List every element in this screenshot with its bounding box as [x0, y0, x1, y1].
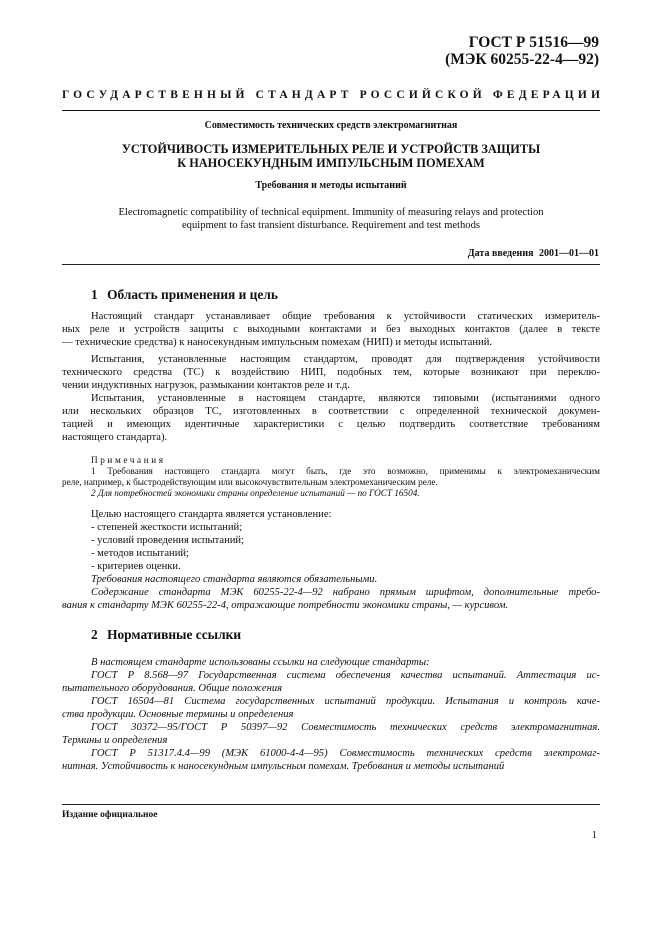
text-line: Настоящий стандарт устанавливает общие требования к устойчивости статических измеритель- — [91, 311, 600, 322]
purpose-item: - методов испытаний; — [91, 548, 189, 559]
main-title-line: К НАНОСЕКУНДНЫМ ИМПУЛЬСНЫМ ПОМЕХАМ — [177, 156, 485, 170]
purpose-item: - критериев оценки. — [91, 561, 181, 572]
section-1-heading — [91, 287, 278, 303]
text-line: технического средства (ТС) к воздействию НИП, подобных тем, которые возникают при переклю- — [62, 367, 600, 378]
references-intro: В настоящем стандарте использованы ссылки на следующие стандарты: — [91, 657, 430, 668]
english-title — [62, 206, 600, 232]
section-1-paragraph-2 — [62, 353, 600, 392]
content-note-line: вания к стандарту МЭК 60255-22-4, отражающие потребности экономики страны, — курсивом. — [62, 600, 509, 611]
date-rule — [62, 264, 600, 265]
reference-line: ГОСТ 30372—95/ГОСТ Р 50397—92 Совместимость технических средств электромагнитная. — [91, 722, 600, 733]
reference-line: Термины и определения — [62, 735, 168, 746]
main-title-line: УСТОЙЧИВОСТЬ ИЗМЕРИТЕЛЬНЫХ РЕЛЕ И УСТРОЙСТВ ЗАЩИТЫ — [121, 142, 541, 156]
main-title — [62, 142, 600, 170]
text-line: чении индуктивных нагрузок, размыкании контактов реле и т.д. — [62, 380, 350, 391]
section-2-heading — [91, 627, 241, 643]
section-1-paragraph-3 — [62, 392, 600, 444]
reference-line: ства продукции. Основные термины и определения — [62, 709, 294, 720]
footer-rule — [62, 804, 600, 805]
note-2: 2 Для потребностей экономики страны определение испытаний — по ГОСТ 16504. — [91, 488, 420, 498]
purpose-item: - условий проведения испытаний; — [91, 535, 245, 546]
effective-date-value: 2001—01—01 — [539, 248, 599, 259]
section-1-paragraph-1 — [62, 310, 600, 349]
iec-number: (МЭК 60255-22-4—92) — [445, 51, 599, 68]
section-number: 2 — [91, 627, 98, 642]
title-subject: Совместимость технических средств электромагнитная — [204, 120, 458, 131]
reference-line: нитная. Устойчивость к наносекундным импульсным помехам. Требования и методы испытаний — [62, 761, 505, 772]
effective-date-label: Дата введения — [467, 248, 534, 259]
reference-line: пытательного оборудования. Общие положения — [62, 683, 283, 694]
reference-line: ГОСТ 16504—81 Система государственных испытаний продукции. Испытания и контроль каче- — [91, 696, 600, 707]
standard-type-header: ГОСУДАРСТВЕННЫЙ СТАНДАРТ РОССИЙСКОЙ ФЕДЕРАЦИИ — [62, 89, 605, 101]
section-title: Область применения и цель — [107, 287, 278, 302]
page-number: 1 — [591, 830, 597, 841]
notes-heading: Примечания — [91, 455, 166, 465]
mandatory-statement: Требования настоящего стандарта являются обязательными. — [91, 574, 378, 585]
purpose-item: - степеней жесткости испытаний; — [91, 522, 243, 533]
purpose-intro: Целью настоящего стандарта является установление: — [91, 509, 332, 520]
text-line: или нескольких образцов ТС, изготовленных в соответствии с определенной технической докумен- — [62, 406, 600, 417]
section-title: Нормативные ссылки — [107, 627, 242, 642]
text-line: Испытания, установленные в настоящем стандарте, являются типовыми (испытаниями одного — [91, 393, 600, 404]
section-2-references — [62, 656, 600, 773]
english-title-line: equipment to fast transient disturbance. Requirement and test methods — [181, 220, 481, 231]
note-1-line: реле, например, к быстродействующим или высокочувствительным электромеханическим реле. — [62, 477, 438, 487]
standard-designation — [445, 34, 599, 68]
text-line: настоящего стандарта). — [62, 432, 168, 443]
title-subtitle: Требования и методы испытаний — [255, 180, 407, 191]
effective-date — [465, 248, 599, 259]
note-1-line: 1 Требования настоящего стандарта могут быть, где это возможно, применимы к электромеханическим — [91, 466, 600, 476]
notes-block — [62, 455, 600, 499]
section-number: 1 — [91, 287, 98, 302]
text-line: Испытания, установленные настоящим стандартом, проводят для подтверждения устойчивости — [91, 354, 600, 365]
text-line: — технические средства) к наносекундным импульсным помехам (НИП) и методы испытаний. — [62, 337, 493, 348]
reference-line: ГОСТ Р 8.568—97 Государственная система обеспечения качества испытаний. Аттестация ис- — [91, 670, 600, 681]
reference-line: ГОСТ Р 51317.4.4—99 (МЭК 61000-4-4—95) Совместимость технических средств электромаг- — [91, 748, 600, 759]
header-rule — [62, 110, 600, 111]
content-note-line: Содержание стандарта МЭК 60255-22-4—92 набрано прямым шрифтом, дополнительные требо- — [91, 587, 600, 598]
gost-number: ГОСТ Р 51516—99 — [468, 34, 599, 51]
official-edition-label: Издание официальное — [62, 810, 158, 820]
text-line: тацией и имеющих идентичные характеристики с целью подтвердить соответствие требованиям — [62, 419, 600, 430]
text-line: ных реле и устройств защиты с выходными контактами и без выходных контактов (далее в тексте — [62, 324, 600, 335]
english-title-line: Electromagnetic compatibility of technical equipment. Immunity of measuring relays and protection — [118, 207, 544, 218]
purpose-block — [62, 508, 600, 612]
